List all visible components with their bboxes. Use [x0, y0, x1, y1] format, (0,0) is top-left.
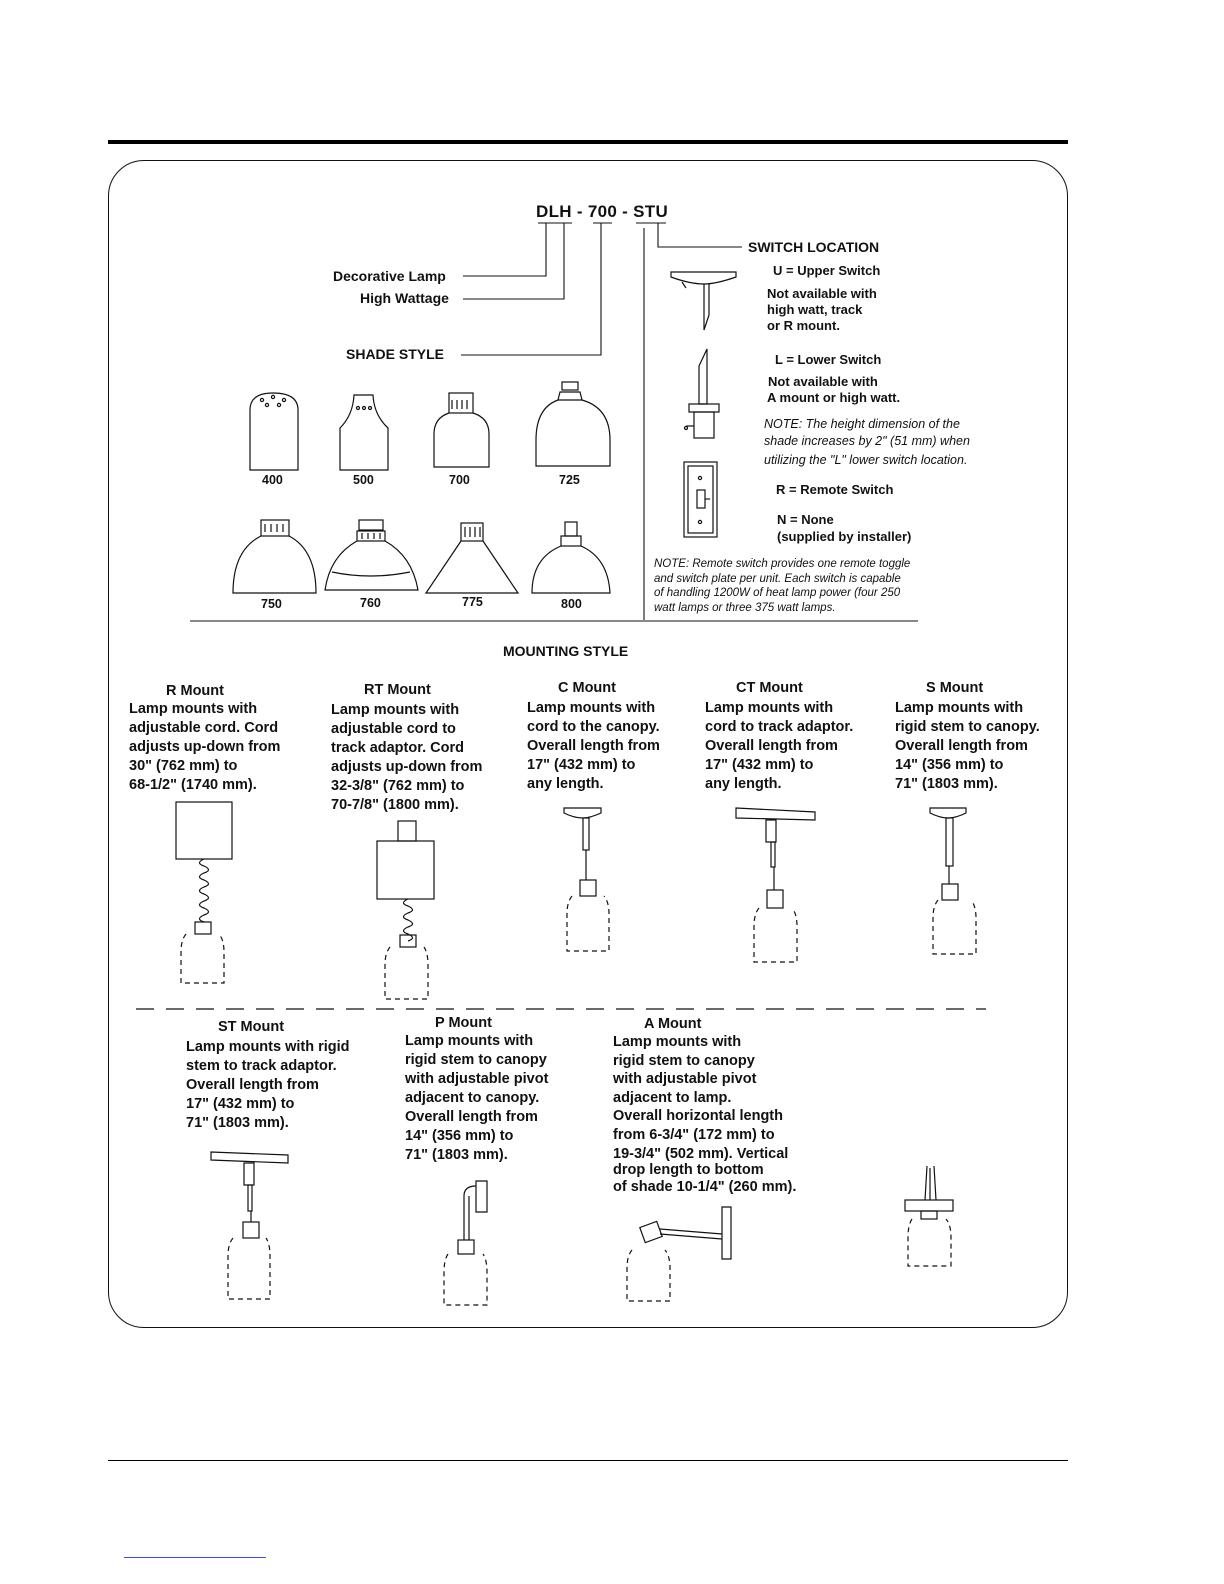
shade-label-400: 400: [262, 473, 283, 487]
height-note: [764, 416, 970, 469]
remote-switch-plate-icon: [684, 462, 717, 537]
mount-line: track adaptor. Cord: [331, 740, 464, 756]
shade-500-outline: [340, 395, 388, 470]
shade-label-775: 775: [462, 595, 483, 609]
shade-400-outline: [250, 393, 298, 470]
shade-label-760: 760: [360, 596, 381, 610]
mount-line: Lamp mounts with: [705, 700, 834, 716]
mount-line: 14" (356 mm) to: [895, 757, 1004, 773]
r-mount-drawing: [176, 802, 232, 983]
upper-switch-icon: [671, 272, 736, 330]
mount-line: Overall length from: [405, 1109, 538, 1125]
mount-line: adjustable cord to: [331, 721, 456, 737]
shade-750-outline: [233, 520, 316, 593]
lower-switch-title: L = Lower Switch: [775, 352, 882, 367]
remote-note-line: watt lamps or three 375 watt lamps.: [654, 601, 836, 614]
mount-line: Lamp mounts with: [527, 700, 656, 716]
rt-mount-drawing: [377, 821, 434, 999]
mount-line: Overall length from: [527, 738, 660, 754]
rt-mount-description: [331, 701, 482, 815]
mount-line: drop length to bottom: [613, 1162, 764, 1179]
s-mount-description: [895, 699, 1040, 794]
wired-lamp-drawing: [905, 1166, 953, 1266]
mount-line: Lamp mounts with: [613, 1034, 742, 1050]
mount-line: Overall length from: [705, 738, 838, 754]
mounting-style-title: MOUNTING STYLE: [503, 643, 629, 659]
ct-mount-title: CT Mount: [736, 680, 803, 696]
mount-line: adjacent to lamp.: [613, 1089, 732, 1106]
height-note-line: shade increases by 2" (51 mm) when: [764, 434, 970, 448]
remote-note-line: NOTE: Remote switch provides one remote toggle: [654, 558, 911, 570]
mount-line: rigid stem to canopy: [405, 1052, 547, 1068]
st-mount-title: ST Mount: [218, 1019, 285, 1035]
mount-line: 17" (432 mm) to: [527, 757, 636, 773]
lower-switch-icon: [685, 349, 720, 438]
p-mount-description: [405, 1032, 548, 1165]
upper-note-line: Not available with: [767, 286, 877, 301]
legend-switch-location: SWITCH LOCATION: [748, 239, 880, 255]
mount-line: Overall horizontal length: [613, 1108, 783, 1125]
mount-line: rigid stem to canopy: [613, 1052, 755, 1069]
mount-line: Lamp mounts with rigid: [186, 1039, 350, 1055]
ct-mount-description: [705, 699, 853, 794]
none-switch-sub: (supplied by installer): [777, 529, 912, 544]
lower-switch-note-2: A mount or high watt.: [767, 390, 901, 405]
mount-line: adjacent to canopy.: [405, 1090, 540, 1106]
mount-line: 70-7/8" (1800 mm).: [331, 797, 459, 813]
s-mount-drawing: [930, 808, 976, 954]
mount-line: adjustable cord. Cord: [129, 720, 279, 736]
upper-note-line: high watt, track: [767, 302, 863, 317]
mount-line: 17" (432 mm) to: [186, 1096, 295, 1112]
st-mount-drawing: [211, 1152, 288, 1299]
mount-line: Overall length from: [895, 738, 1028, 754]
mount-line: with adjustable pivot: [613, 1071, 757, 1088]
mount-line: 32-3/8" (762 mm) to: [331, 778, 465, 794]
mount-line: Lamp mounts with: [895, 700, 1024, 716]
s-mount-title: S Mount: [926, 680, 984, 696]
p-mount-title: P Mount: [435, 1015, 492, 1031]
shade-label-700: 700: [449, 473, 470, 487]
upper-switch-title: U = Upper Switch: [773, 263, 881, 278]
mount-line: with adjustable pivot: [405, 1071, 549, 1087]
shade-725-outline: [536, 382, 610, 466]
shade-800-outline: [532, 522, 610, 593]
remote-note-line: of handling 1200W of heat lamp power (four 250: [654, 587, 901, 599]
st-mount-description: [186, 1038, 350, 1133]
r-mount-title: R Mount: [166, 683, 224, 699]
mount-line: 71" (1803 mm).: [186, 1115, 289, 1131]
mount-line: stem to track adaptor.: [186, 1058, 337, 1074]
shade-label-800: 800: [561, 597, 582, 611]
c-mount-description: [527, 699, 660, 794]
c-mount-title: C Mount: [558, 680, 616, 696]
mount-line: rigid stem to canopy.: [895, 719, 1040, 735]
upper-note-line: or R mount.: [767, 318, 840, 333]
mount-line: from 6-3/4" (172 mm) to: [613, 1126, 775, 1143]
a-mount-title: A Mount: [644, 1016, 702, 1032]
remote-switch-title: R = Remote Switch: [776, 482, 894, 497]
height-note-line: NOTE: The height dimension of the: [764, 417, 960, 431]
mount-line: 30" (762 mm) to: [129, 758, 238, 774]
mount-line: 14" (356 mm) to: [405, 1128, 514, 1144]
legend-shade-style: SHADE STYLE: [346, 346, 445, 362]
mount-line: Lamp mounts with: [129, 701, 258, 717]
mount-line: any length.: [705, 776, 782, 792]
mount-line: Overall length from: [186, 1077, 319, 1093]
shade-760-outline: [325, 520, 418, 590]
mount-line: 17" (432 mm) to: [705, 757, 814, 773]
lower-switch-note-1: Not available with: [768, 374, 878, 389]
a-mount-description: [613, 1033, 796, 1196]
ct-mount-drawing: [736, 808, 815, 962]
c-mount-drawing: [564, 808, 609, 951]
shade-label-750: 750: [261, 597, 282, 611]
shade-label-500: 500: [353, 473, 374, 487]
r-mount-description: [129, 700, 280, 795]
remote-note-line: and switch plate per unit. Each switch is capable: [654, 572, 901, 585]
mount-line: adjusts up-down from: [331, 759, 483, 775]
mount-line: 68-1/2" (1740 mm).: [129, 777, 257, 793]
shade-700-outline: [434, 393, 489, 467]
mount-line: Lamp mounts with: [331, 702, 460, 718]
mount-line: 19-3/4" (502 mm). Vertical: [613, 1145, 789, 1162]
mount-line: cord to the canopy.: [527, 719, 660, 735]
shade-label-725: 725: [559, 473, 580, 487]
mount-line: 71" (1803 mm).: [405, 1147, 508, 1163]
rt-mount-title: RT Mount: [364, 682, 431, 698]
model-code: DLH - 700 - STU: [536, 202, 669, 221]
upper-switch-note: [767, 286, 877, 334]
mount-line: adjusts up-down from: [129, 739, 281, 755]
none-switch-title: N = None: [777, 512, 834, 527]
height-note-line: utilizing the "L" lower switch location.: [764, 453, 968, 467]
shade-775-outline: [426, 523, 518, 593]
mount-line: cord to track adaptor.: [705, 719, 854, 735]
legend-decorative-lamp: Decorative Lamp: [333, 268, 446, 284]
mount-line: any length.: [527, 776, 604, 792]
legend-high-wattage: High Wattage: [360, 290, 449, 306]
remote-switch-note: [654, 557, 910, 615]
mount-line: Lamp mounts with: [405, 1033, 534, 1049]
mount-line: 71" (1803 mm).: [895, 776, 998, 792]
mount-line: of shade 10-1/4" (260 mm).: [613, 1179, 797, 1196]
a-mount-drawing: [627, 1207, 731, 1301]
p-mount-drawing: [444, 1181, 487, 1305]
